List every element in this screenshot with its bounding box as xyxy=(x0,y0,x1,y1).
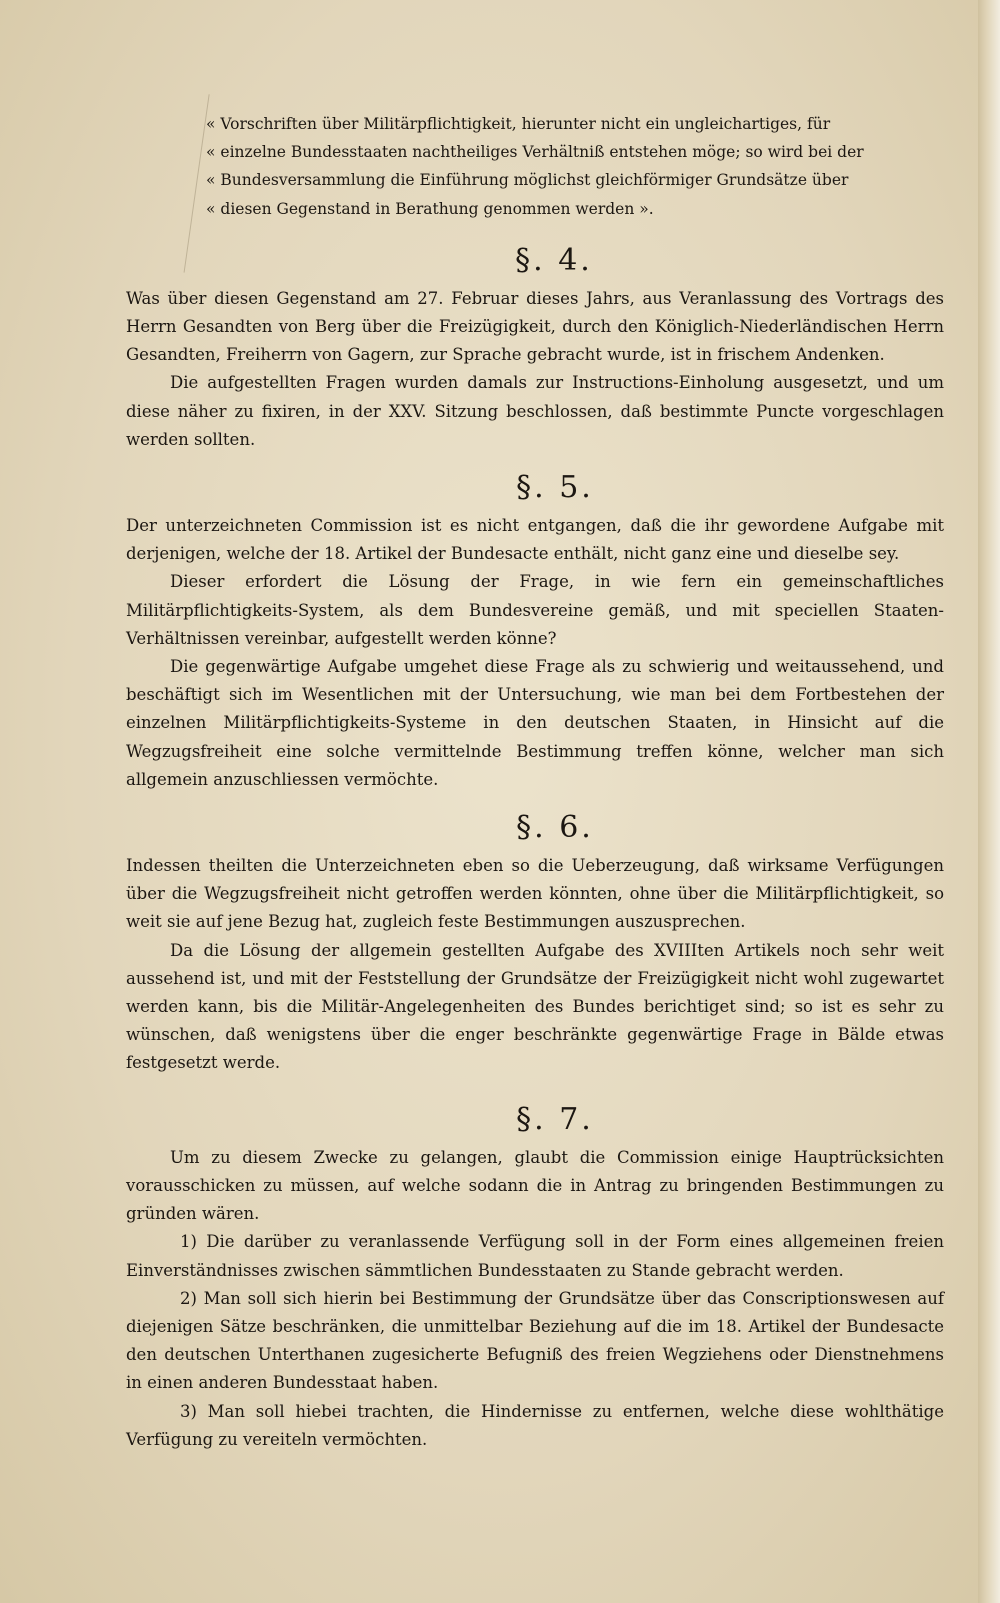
paragraph: Die gegenwärtige Aufgabe umgehet diese Frage als zu schwierig und weitaussehend, und beschäftigt sich im Wesentlichen mit der Untersuchung, wie man bei dem Fortbestehen der einzelnen Militärpflichtigkeits-Systeme in den deutschen Staaten, in Hinsicht auf die Wegzugsfreiheit eine solche vermittelnde Bestimmung treffen könne, welcher man sich allgemein anzuschliessen vermöchte. xyxy=(126,657,944,789)
list-item: 1) Die darüber zu veranlassende Verfügung soll in der Form eines allgemeinen freien Einverständnisses zwischen sämmtlichen Bundesstaaten zu Stande gebracht werden. xyxy=(126,1232,944,1280)
quote-line: « einzelne Bundesstaaten nachtheiliges Verhältniß entstehen möge; so wird bei der xyxy=(206,143,864,162)
paragraph: Was über diesen Gegenstand am 27. Februar dieses Jahrs, aus Veranlassung des Vortrags des Herrn Gesandten von Berg über die Freizügigkeit, durch den Königlich-Niederländischen Herrn Gesandten, Freiherrn von Gagern, zur Sprache gebracht wurde, ist in frischem Andenken. xyxy=(126,288,944,365)
paragraph: Um zu diesem Zwecke zu gelangen, glaubt die Commission einige Hauptrücksichten vorausschicken zu müssen, auf welche sodann die in Antrag zu bringenden Bestimmungen zu gründen wären. xyxy=(126,1147,944,1224)
list-item: 3) Man soll hiebei trachten, die Hindernisse zu entfernen, welche diese wohlthätige Verfügung zu vereiteln vermöchten. xyxy=(126,1401,944,1449)
paragraph: Dieser erfordert die Lösung der Frage, in wie fern ein gemeinschaftliches Militärpflichtigkeits-System, als dem Bundesvereine gemäß, und mit speciellen Staaten-Verhältnissen vereinbar, aufgestellt werden könne? xyxy=(126,572,944,648)
quote-line: « Vorschriften über Militärpflichtigkeit, hierunter nicht ein ungleichartiges, für xyxy=(206,115,831,133)
page-edge-shadow xyxy=(978,0,1000,1603)
list-item: 2) Man soll sich hierin bei Bestimmung der Grundsätze über das Conscriptionswesen auf diejenigen Sätze beschränken, die unmittelbar Beziehung auf die im 18. Artikel der Bundesacte den deutschen Unterthanen zugesicherte Befugniß des freien Wegziehens oder Dienstnehmens in einen anderen Bundesstaat haben. xyxy=(126,1288,944,1393)
document-page xyxy=(126,110,944,1454)
paragraph: Da die Lösung der allgemein gestellten Aufgabe des XVIIIten Artikels noch sehr weit aussehend ist, und mit der Feststellung der Grundsätze der Freizügigkeit nicht wohl zugewartet werden kann, bis die Militär-Angelegenheiten des Bundes berichtiget sind; so ist es sehr zu wünschen, daß wenigstens über die enger beschränkte gegenwärtige Frage in Bälde etwas festgesetzt werde. xyxy=(126,940,944,1073)
section-heading-7: §. 7. xyxy=(516,1101,594,1137)
section-heading-4: §. 4. xyxy=(515,242,593,278)
quote-line: « diesen Gegenstand in Berathung genommen werden ». xyxy=(206,199,654,218)
section-heading-6: §. 6. xyxy=(516,810,594,846)
paragraph: Indessen theilten die Unterzeichneten eben so die Ueberzeugung, daß wirksame Verfügungen über die Wegzugsfreiheit nicht getroffen werden könnten, ohne über die Militärpflichtigkeit, so weit sie auf jene Bezug hat, zugleich feste Bestimmungen auszusprechen. xyxy=(126,856,944,932)
paragraph: Die aufgestellten Fragen wurden damals zur Instructions-Einholung ausgesetzt, und um diese näher zu fixiren, in der XXV. Sitzung beschlossen, daß bestimmte Puncte vorgeschlagen werden sollten. xyxy=(126,373,944,449)
quote-line: « Bundesversammlung die Einführung möglichst gleichförmiger Grundsätze über xyxy=(206,171,849,190)
paragraph: Der unterzeichneten Commission ist es nicht entgangen, daß die ihr gewordene Aufgabe mit derjenigen, welche der 18. Artikel der Bundesacte enthält, nicht ganz eine und dieselbe sey. xyxy=(126,516,944,564)
section-heading-5: §. 5. xyxy=(516,470,594,506)
quoted-passage xyxy=(126,110,944,223)
